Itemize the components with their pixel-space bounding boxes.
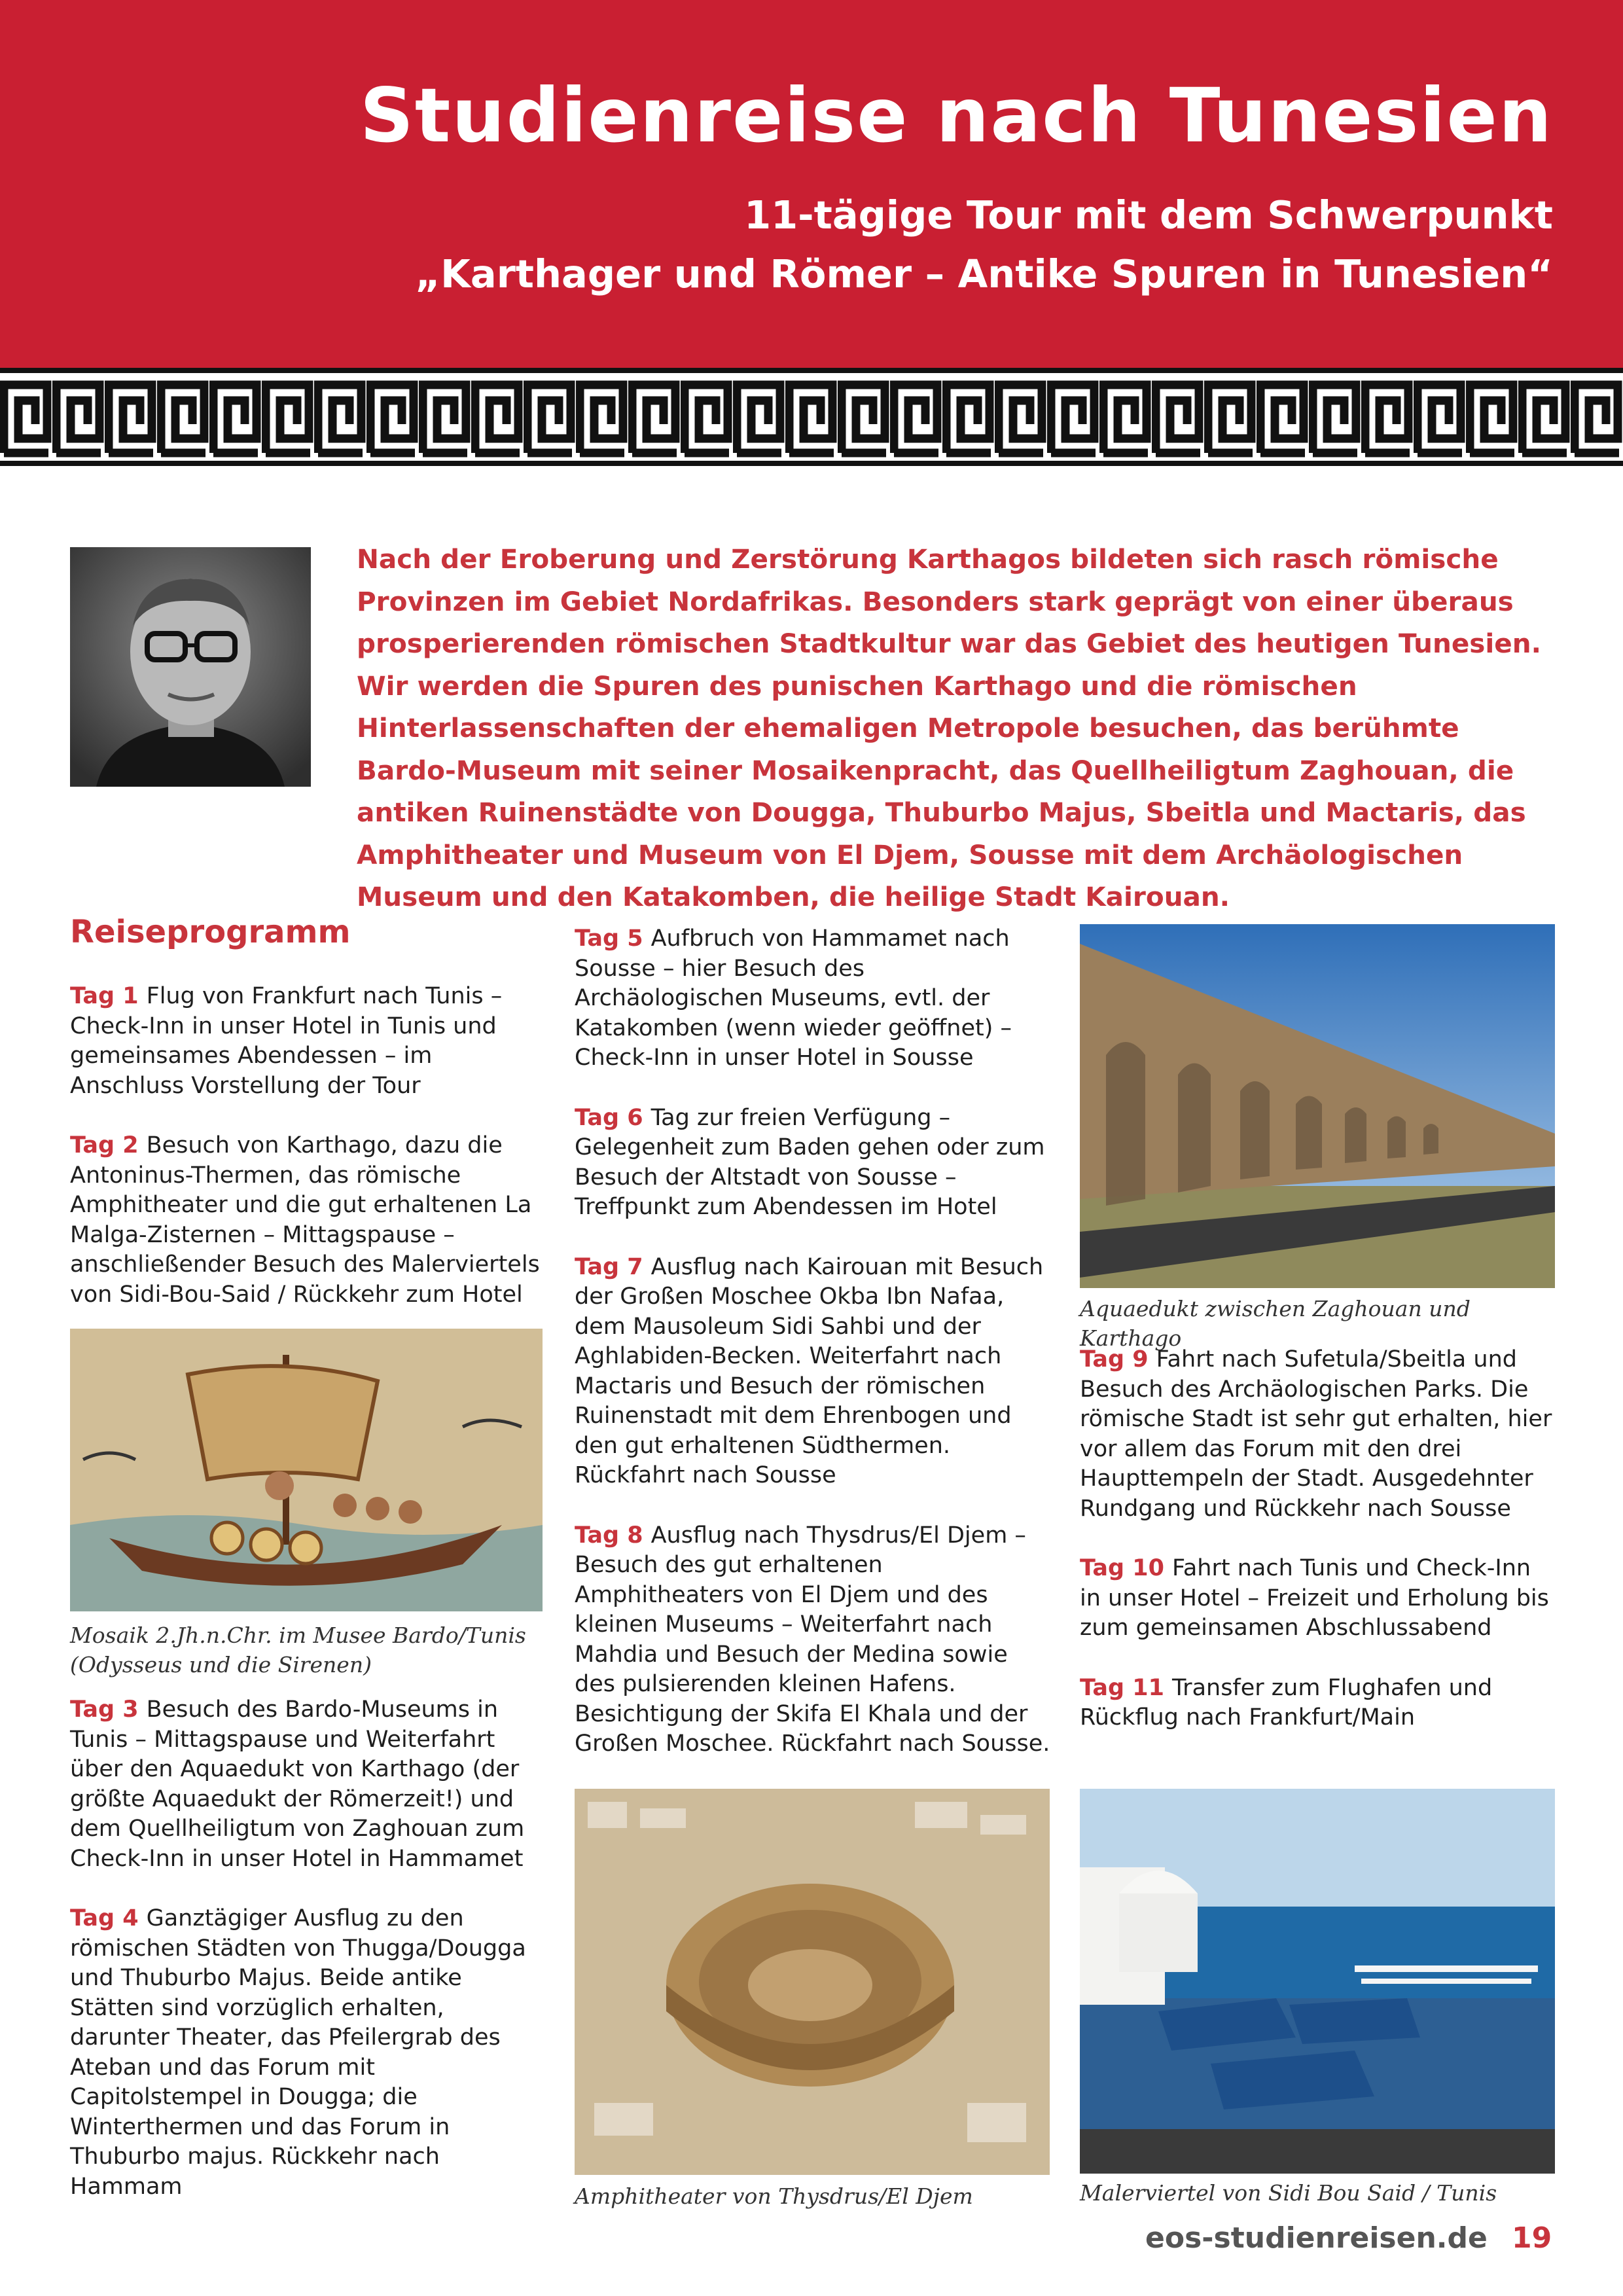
mosaic-caption-line-2: (Odysseus und die Sirenen) xyxy=(70,1652,372,1677)
day-item xyxy=(1080,1554,1558,1643)
day-item xyxy=(1080,1674,1558,1733)
day-item xyxy=(70,1131,548,1310)
header-banner xyxy=(0,0,1623,368)
day-label: Tag 7 xyxy=(575,1253,643,1280)
aqueduct-caption: Aquaedukt zwischen Zaghouan und Karthago xyxy=(1080,1296,1471,1351)
day-label: Tag 2 xyxy=(70,1132,139,1158)
amphitheater-photo xyxy=(575,1789,1050,2175)
website-url: eos-studienreisen.de xyxy=(1145,2221,1488,2255)
greek-key-border xyxy=(0,368,1623,466)
program-column-1-top xyxy=(70,982,548,1340)
day-text: Aufbruch von Hammamet nach Sousse – hier Besuch des Archäologischen Museums, evtl. der Katakomben (wenn wieder geöffnet) – Check-Inn in unser Hotel in Sousse xyxy=(575,925,1012,1071)
mosaic-caption-line-1: Mosaik 2.Jh.n.Chr. im Musee Bardo/Tunis xyxy=(70,1623,526,1648)
mosaic-photo xyxy=(70,1329,543,1611)
day-label: Tag 10 xyxy=(1080,1555,1164,1581)
day-text: Besuch des Bardo-Museums in Tunis – Mittagspause und Weiterfahrt über den Aquaedukt von Karthago (der größte Aquaedukt der Römerzeit!) und dem Quellheiligtum von Zaghouan zum Check-Inn in unser Hotel in Hammamet xyxy=(70,1696,525,1872)
mosaic-caption xyxy=(70,1621,548,1679)
author-portrait-photo xyxy=(70,547,311,787)
page-number: 19 xyxy=(1512,2221,1552,2255)
day-text: Fahrt nach Sufetula/Sbeitla und Besuch des Archäologischen Parks. Die römische Stadt ist sehr gut erhalten, hier vor allem das Forum mit den drei Haupttempeln der Stadt. Ausgedehnter Rundgang und Rückkehr nach Sousse xyxy=(1080,1346,1552,1522)
day-label: Tag 5 xyxy=(575,925,643,952)
day-item xyxy=(575,1103,1052,1223)
day-text: Ausflug nach Thysdrus/El Djem – Besuch des gut erhaltenen Amphitheaters von El Djem und des kleinen Museums – Weiterfahrt nach Mahdia und Besuch der Medina sowie des pulsierenden kleinen Hafens. Besichtigung der Skifa El Khala und der Großen Moschee. Rückfahrt nach Sousse. xyxy=(575,1522,1050,1757)
subtitle-line-1: 11-tägige Tour mit dem Schwerpunkt xyxy=(744,192,1553,238)
program-heading: Reiseprogramm xyxy=(70,914,351,950)
aqueduct-photo xyxy=(1080,924,1555,1288)
program-column-2 xyxy=(575,924,1052,1789)
day-label: Tag 1 xyxy=(70,983,139,1009)
sidi-bou-said-caption: Malerviertel von Sidi Bou Said / Tunis xyxy=(1080,2180,1497,2206)
day-text: Besuch von Karthago, dazu die Antoninus-Thermen, das römische Amphitheater und die gut erhaltenen La Malga-Zisternen – Mittagspause – anschließender Besuch des Malerviertels von Sidi-Bou-Said / Rückkehr zum Hotel xyxy=(70,1132,540,1308)
day-label: Tag 11 xyxy=(1080,1674,1164,1701)
day-text: Ausflug nach Kairouan mit Besuch der Großen Moschee Okba Ibn Nafaa, dem Mausoleum Sidi Sahbi und der Aghlabiden-Becken. Weiterfahrt nach Mactaris und Besuch der römischen Ruinenstadt mit dem Ehrenbogen und den gut erhaltenen Südthermen. Rückfahrt nach Sousse xyxy=(575,1253,1044,1488)
day-text: Tag zur freien Verfügung – Gelegenheit zum Baden gehen oder zum Besuch der Altstadt von Sousse – Treffpunkt zum Abendessen im Hotel xyxy=(575,1104,1045,1220)
program-column-1-bottom xyxy=(70,1695,548,2232)
subtitle-line-2: „Karthager und Römer – Antike Spuren in Tunesien“ xyxy=(415,251,1553,296)
day-text: Flug von Frankfurt nach Tunis – Check-Inn in unser Hotel in Tunis und gemeinsames Abendessen – im Anschluss Vorstellung der Tour xyxy=(70,983,503,1099)
day-label: Tag 4 xyxy=(70,1905,139,1931)
day-item xyxy=(70,1695,548,1874)
day-item xyxy=(575,1253,1052,1491)
program-column-3 xyxy=(1080,1345,1558,1763)
day-item xyxy=(575,924,1052,1073)
day-label: Tag 8 xyxy=(575,1522,643,1549)
day-item xyxy=(1080,1345,1558,1524)
day-text: Fahrt nach Tunis und Check-Inn in unser Hotel – Freizeit und Erholung bis zum gemeinsamen Abschlussabend xyxy=(1080,1555,1549,1641)
day-item xyxy=(70,982,548,1101)
sidi-bou-said-photo xyxy=(1080,1789,1555,2174)
page-title: Studienreise nach Tunesien xyxy=(359,72,1553,159)
amphitheater-caption: Amphitheater von Thysdrus/El Djem xyxy=(575,2183,973,2209)
day-label: Tag 6 xyxy=(575,1104,643,1131)
day-item xyxy=(575,1521,1052,1759)
day-label: Tag 9 xyxy=(1080,1346,1149,1372)
day-text: Transfer zum Flughafen und Rückflug nach Frankfurt/Main xyxy=(1080,1674,1493,1731)
day-label: Tag 3 xyxy=(70,1696,139,1723)
day-text: Ganztägiger Ausflug zu den römischen Städten von Thugga/Dougga und Thuburbo Majus. Beide antike Stätten sind vorzüglich erhalten, darunter Theater, das Pfeilergrab des Ateban und das Forum mit Capitolstempel in Dougga; die Winterthermen und das Forum in Thuburbo majus. Rückkehr nach Hammam xyxy=(70,1905,526,2200)
day-item xyxy=(70,1904,548,2202)
intro-paragraph: Nach der Eroberung und Zerstörung Karthagos bildeten sich rasch römische Provinzen im Gebiet Nordafrikas. Besonders stark geprägt von einer überaus prosperierenden römischen Stadtkultur war das Gebiet des heutigen Tunesien. Wir werden die Spuren des punischen Karthago und die römischen Hinterlassenschaften der ehemaligen Metropole besuchen, das berühmte Bardo-Museum mit seiner Mosaikenpracht, das Quellheiligtum Zaghouan, die antiken Ruinenstädte von Dougga, Thuburbo Majus, Sbeitla und Mactaris, das Amphitheater und Museum von El Djem, Sousse mit dem Archäologischen Museum und den Katakomben, die heilige Stadt Kairouan. xyxy=(357,543,1541,912)
